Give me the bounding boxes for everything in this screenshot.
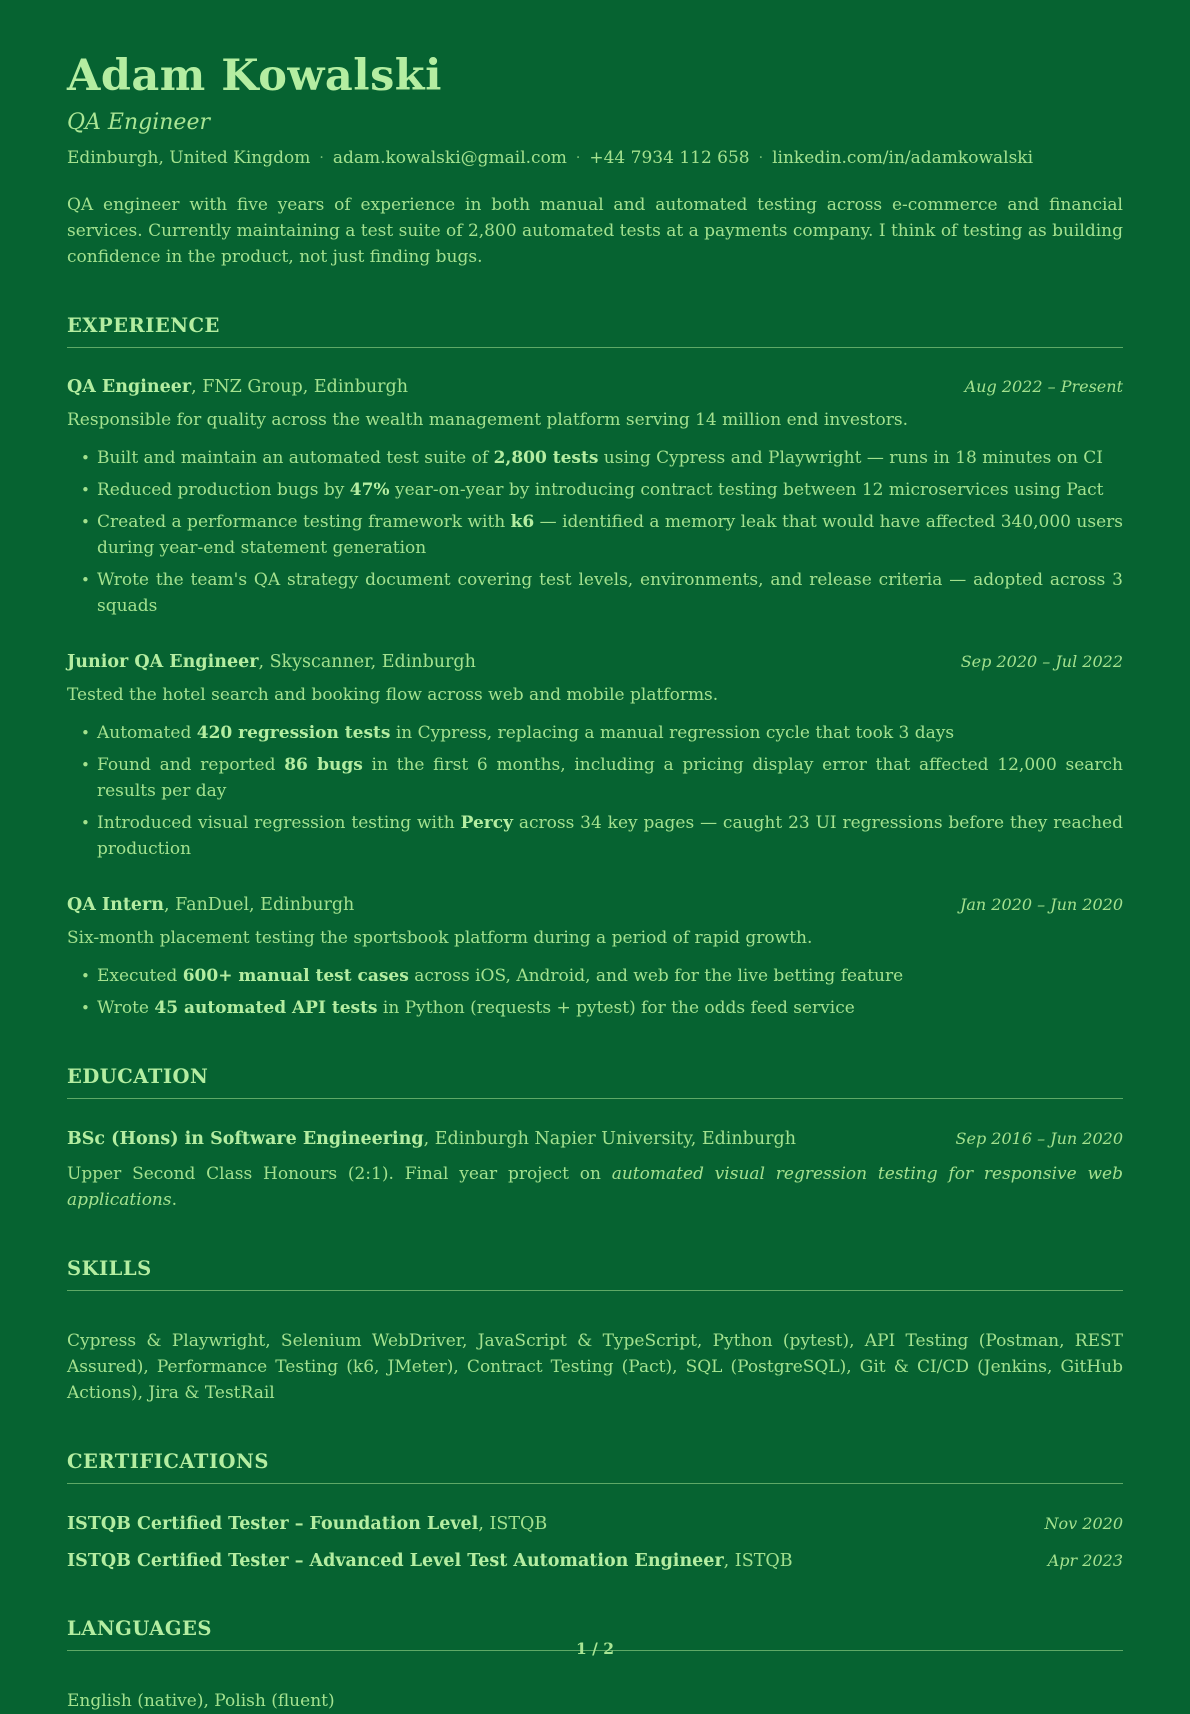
contact-phone: +44 7934 112 658 <box>589 148 750 169</box>
job-entry <box>67 375 1123 619</box>
text: Found and reported <box>97 755 285 776</box>
job-bullet-list <box>67 445 1123 619</box>
text: year-on-year by introducing contract testing between 12 microservices using Pact <box>389 480 1104 501</box>
experience-heading: EXPERIENCE <box>67 314 1123 348</box>
job-role: Junior QA Engineer <box>67 652 259 673</box>
bullet-item <box>97 995 1123 1021</box>
text: Automated <box>97 723 197 744</box>
section-certifications <box>67 1450 1123 1573</box>
bullet-item <box>97 720 1123 746</box>
contact-linkedin-link[interactable]: linkedin.com/in/adamkowalski <box>772 148 1034 169</box>
bullet-item <box>97 752 1123 804</box>
dot-separator: · <box>758 150 764 167</box>
text: Executed <box>97 966 183 987</box>
contact-email-link[interactable]: adam.kowalski@gmail.com <box>332 148 567 169</box>
experience-list <box>67 375 1123 1021</box>
education-description <box>67 1161 1123 1213</box>
candidate-job-title: QA Engineer <box>67 110 210 136</box>
languages-heading: LANGUAGES <box>67 1617 1123 1651</box>
candidate-name: Adam Kowalski <box>67 51 442 101</box>
certification-date: Apr 2023 <box>1047 1551 1123 1571</box>
job-summary: Responsible for quality across the wealth management platform serving 14 million end investors. <box>67 410 908 431</box>
section-experience <box>67 314 1123 1021</box>
text: across 34 key pages — caught 23 UI regressions before they reached production <box>97 813 1123 860</box>
job-title-company <box>67 650 476 674</box>
certification-date: Nov 2020 <box>1044 1514 1123 1534</box>
text: — identified a memory leak that would have affected 340,000 users during year-end statement generation <box>97 512 1123 559</box>
education-heading: EDUCATION <box>67 1065 1123 1099</box>
education-school: , Edinburgh Napier University, Edinburgh <box>423 1129 796 1150</box>
certification-issuer: , ISTQB <box>478 1514 548 1535</box>
job-header-row <box>67 375 1123 399</box>
job-dates: Aug 2022 – Present <box>964 377 1123 397</box>
certification-name: ISTQB Certified Tester – Foundation Level <box>67 1514 479 1535</box>
bullet-item <box>97 810 1123 862</box>
text: Wrote the team's QA strategy document covering test levels, environments, and release criteria — adopted across 3 squads <box>97 570 1123 617</box>
job-bullet-list <box>67 963 1123 1021</box>
bold-text: 2,800 tests <box>493 448 599 469</box>
bold-text: 47% <box>349 480 390 501</box>
certification-name-issuer <box>67 1512 547 1536</box>
job-title-company <box>67 375 408 399</box>
job-company: , Skyscanner, Edinburgh <box>258 652 476 673</box>
certifications-heading: CERTIFICATIONS <box>67 1450 1123 1484</box>
job-entry <box>67 893 1123 1021</box>
section-skills <box>67 1257 1123 1406</box>
job-header-row <box>67 650 1123 674</box>
bold-text: Percy <box>460 813 513 834</box>
job-summary: Tested the hotel search and booking flow across web and mobile platforms. <box>67 685 719 706</box>
contact-location: Edinburgh, United Kingdom <box>67 148 311 169</box>
contact-line <box>67 148 1123 168</box>
bullet-item <box>97 509 1123 561</box>
section-languages <box>67 1617 1123 1714</box>
job-company: , FNZ Group, Edinburgh <box>191 377 409 398</box>
certification-name: ISTQB Certified Tester – Advanced Level Test Automation Engineer <box>67 1551 724 1572</box>
bullet-item <box>97 567 1123 619</box>
certification-issuer: , ISTQB <box>723 1551 793 1572</box>
job-header-row <box>67 893 1123 917</box>
text: Introduced visual regression testing with <box>97 813 461 834</box>
text: . <box>171 1190 178 1211</box>
certifications-list <box>67 1512 1123 1573</box>
page-number: 1 / 2 <box>575 1639 615 1658</box>
text: across iOS, Android, and web for the live betting feature <box>408 966 904 987</box>
job-dates: Jan 2020 – Jun 2020 <box>959 895 1123 915</box>
job-summary: Six-month placement testing the sportsbook platform during a period of rapid growth. <box>67 928 813 949</box>
text: Upper Second Class Honours (2:1). Final year project on <box>67 1164 612 1185</box>
education-entry <box>67 1127 1123 1151</box>
text: Reduced production bugs by <box>97 480 350 501</box>
text: in Python (requests + pytest) for the odds feed service <box>377 998 855 1019</box>
bold-text: k6 <box>510 512 535 533</box>
job-company: , FanDuel, Edinburgh <box>164 895 355 916</box>
skills-text: Cypress & Playwright, Selenium WebDriver, JavaScript & TypeScript, Python (pytest), API Testing (Postman, REST Assured), Performance Testing (k6, JMeter), Contract Testing (Pact), SQL (PostgreSQL), Git & CI/CD (Jenkins, GitHub Actions), Jira & TestRail <box>67 1331 1123 1404</box>
bullet-item <box>97 477 1123 503</box>
resume-header <box>67 52 1123 270</box>
skills-heading: SKILLS <box>67 1257 1123 1291</box>
bold-text: 420 regression tests <box>196 723 391 744</box>
text: in the first 6 months, including a pricing display error that affected 12,000 search results per day <box>97 755 1123 802</box>
languages-text: English (native), Polish (fluent) <box>67 1691 335 1712</box>
job-title-company <box>67 893 354 917</box>
text: Created a performance testing framework with <box>97 512 511 533</box>
dot-separator: · <box>575 150 581 167</box>
bullet-item <box>97 445 1123 471</box>
text: in Cypress, replacing a manual regression cycle that took 3 days <box>390 723 955 744</box>
text: Wrote <box>97 998 155 1019</box>
job-entry <box>67 650 1123 862</box>
education-dates: Sep 2016 – Jun 2020 <box>955 1129 1123 1149</box>
certification-entry <box>67 1512 1123 1536</box>
bold-text: 86 bugs <box>284 755 363 776</box>
professional-summary: QA engineer with five years of experience in both manual and automated testing across e-commerce and financial services. Currently maintaining a test suite of 2,800 automated tests at a payments company. I think of testing as building confidence in the product, not just finding bugs. <box>67 195 1123 268</box>
job-dates: Sep 2020 – Jul 2022 <box>960 652 1123 672</box>
bullet-item <box>97 963 1123 989</box>
dot-separator: · <box>319 150 324 167</box>
job-role: QA Intern <box>67 895 164 916</box>
bold-text: 600+ manual test cases <box>182 966 409 987</box>
italic-text: automated visual regression testing for responsive web applications <box>67 1164 1123 1211</box>
text: using Cypress and Playwright — runs in 18 minutes on CI <box>598 448 1104 469</box>
bold-text: 45 automated API tests <box>154 998 378 1019</box>
certification-name-issuer <box>67 1549 793 1573</box>
job-bullet-list <box>67 720 1123 862</box>
section-education <box>67 1065 1123 1213</box>
certification-entry <box>67 1549 1123 1573</box>
education-degree-school <box>67 1127 796 1151</box>
education-degree: BSc (Hons) in Software Engineering <box>67 1129 424 1150</box>
job-role: QA Engineer <box>67 377 192 398</box>
text: Built and maintain an automated test suite of <box>97 448 494 469</box>
